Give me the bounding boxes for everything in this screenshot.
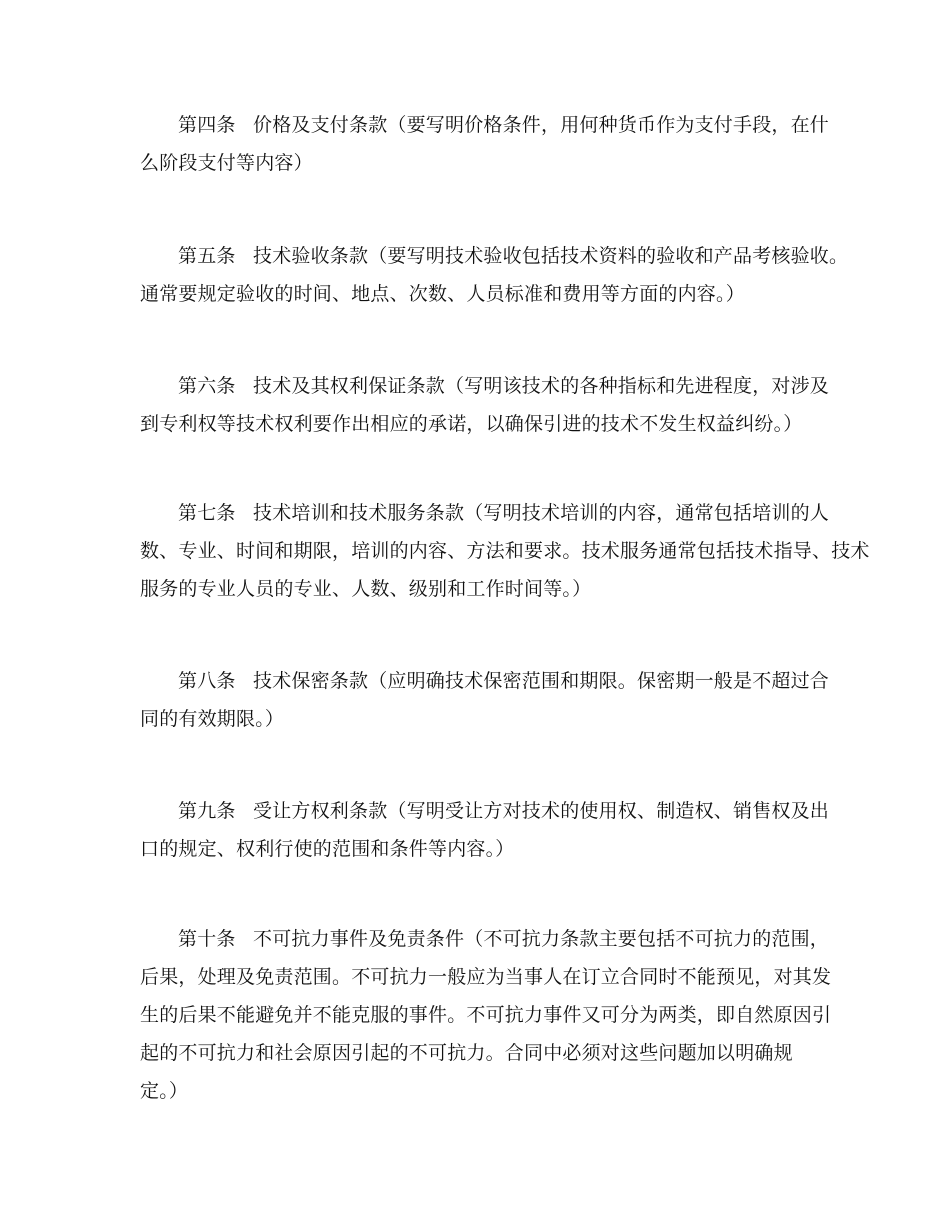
clause-number: 第十条 <box>178 928 236 950</box>
clause-number: 第六条 <box>178 375 236 397</box>
clause-line <box>140 920 830 958</box>
clause-text: 技术保密条款（应明确技术保密范围和期限。保密期一般是不超过合 <box>253 670 830 692</box>
clause-line <box>140 106 830 144</box>
clause-line <box>140 367 830 405</box>
clause-number: 第七条 <box>178 502 236 524</box>
clause-line <box>140 237 849 275</box>
clause-6 <box>140 367 830 443</box>
clause-8 <box>140 662 830 738</box>
clause-text: 价格及支付条款（要写明价格条件，用何种货币作为支付手段，在什 <box>253 114 830 136</box>
clause-line: 口的规定、权利行使的范围和条件等内容。） <box>140 838 515 860</box>
clause-10 <box>140 920 830 1110</box>
clause-9 <box>140 792 830 868</box>
clause-line: 生的后果不能避免并不能克服的事件。不可抗力事件又可分为两类，即自然原因引 <box>140 1004 832 1026</box>
clause-line: 后果，处理及免责范围。不可抗力一般应为当事人在订立合同时不能预见，对其发 <box>140 966 832 988</box>
clause-4 <box>140 106 830 182</box>
clause-number: 第八条 <box>178 670 236 692</box>
clause-text: 技术验收条款（要写明技术验收包括技术资料的验收和产品考核验收。 <box>253 245 849 267</box>
clause-line: 同的有效期限。） <box>140 708 285 730</box>
clause-line <box>140 662 830 700</box>
clause-line <box>140 792 830 830</box>
clause-number: 第四条 <box>178 114 236 136</box>
clause-line <box>140 494 830 532</box>
clause-number: 第五条 <box>178 245 236 267</box>
clause-line: 通常要规定验收的时间、地点、次数、人员标准和费用等方面的内容。） <box>140 283 745 305</box>
clause-text: 受让方权利条款（写明受让方对技术的使用权、制造权、销售权及出 <box>253 800 830 822</box>
clause-line: 服务的专业人员的专业、人数、级别和工作时间等。） <box>140 578 592 600</box>
clause-line: 到专利权等技术权利要作出相应的承诺，以确保引进的技术不发生权益纠纷。） <box>140 413 803 435</box>
clause-text: 技术培训和技术服务条款（写明技术培训的内容，通常包括培训的人 <box>253 502 830 524</box>
clause-text: 不可抗力事件及免责条件（不可抗力条款主要包括不可抗力的范围， <box>253 928 830 950</box>
clause-7 <box>140 494 870 608</box>
clause-text: 技术及其权利保证条款（写明该技术的各种指标和先进程度，对涉及 <box>253 375 830 397</box>
clause-line: 定。） <box>140 1080 189 1102</box>
clause-line: 数、专业、时间和期限，培训的内容、方法和要求。技术服务通常包括技术指导、技术 <box>140 540 870 562</box>
clause-line: 起的不可抗力和社会原因引起的不可抗力。合同中必须对这些问题加以明确规 <box>140 1042 793 1064</box>
clause-5 <box>140 237 849 313</box>
clause-number: 第九条 <box>178 800 236 822</box>
clause-line: 么阶段支付等内容） <box>140 152 313 174</box>
